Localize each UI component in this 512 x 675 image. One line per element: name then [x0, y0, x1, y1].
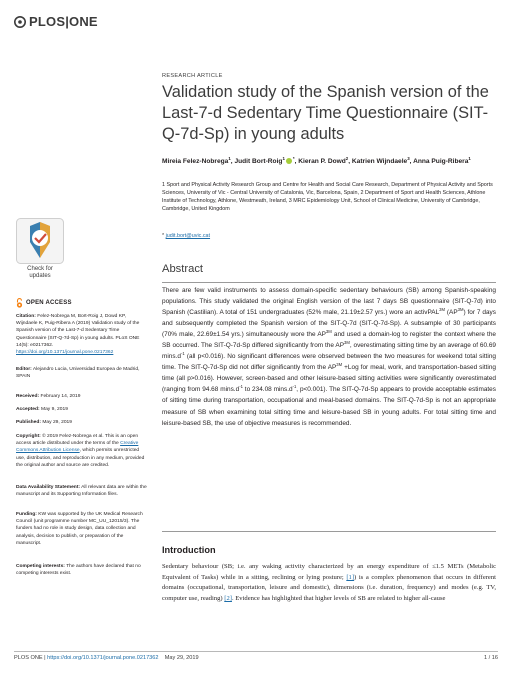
- author-name[interactable]: Judit Bort-Roig: [234, 158, 283, 166]
- introduction-body: [162, 562, 496, 604]
- corresponding-author-mark: *: [292, 156, 295, 161]
- superscript: 3M: [439, 306, 445, 312]
- abstract-bottom-rule: [162, 531, 496, 532]
- open-access-badge: [16, 298, 72, 308]
- footer-doi-link[interactable]: https://doi.org/10.1371/journal.pone.0217362: [47, 655, 159, 661]
- author-list: Mireia Felez-Nobrega$^1$, Judit Bort-Roig$^1$ *, Kieran P. Dowd$^2$, Katrien Wijndaele$^3$, Anna Puig-Ribera$^1$: [162, 156, 471, 166]
- abstract-body: [162, 285, 496, 429]
- corresponding-email: [162, 233, 210, 239]
- text-run: . Evidence has highlighted that higher levels of SB are related to higher all-cause: [231, 594, 446, 602]
- footer-rule: [14, 651, 498, 652]
- article-type: RESEARCH ARTICLE: [162, 73, 223, 79]
- text-run: (AP: [445, 309, 458, 317]
- author-affiliation-mark: 1: [468, 156, 471, 161]
- data-availability-block: Data Availability Statement: All relevant data are within the manuscript and its Supporting Information files.: [16, 485, 147, 498]
- competing-interests-block: Competing interests: The authors have declared that no competing interests exist.: [16, 564, 141, 577]
- footer-journal: PLOS ONE: [14, 655, 43, 661]
- text-run: (all p<0.016). No significant differences were observed between the two measures for weekend total sitting time. The SIT-Q-7d-Sp did not differ significantly from the AP: [162, 353, 496, 372]
- editor-block: Editor: Alejandro Lucia, Universidad Europea de Madrid, SPAIN: [16, 367, 140, 380]
- author-name[interactable]: Mireia Felez-Nobrega: [162, 158, 229, 166]
- text-run: ) for 7 days and subsequently completed the Spanish version of the SIT-Q-7d (SIT-Q-7d-Sp). A subsample of 30 participants (70% male, 22.69±1.54 yrs.) simultaneously wore the AP: [162, 309, 496, 339]
- license-link[interactable]: Creative Commons Attribution License: [16, 441, 139, 454]
- plos-logo-icon: [14, 16, 26, 28]
- text-run: +Log for meal, work, and transportation-based sitting time (all p>0.016). However, screen-based and other leisure-based sitting activities were significantly overestimated (ranging from 94.68 mins.d: [162, 364, 496, 394]
- author-name[interactable]: Kieran P. Dowd: [298, 158, 346, 166]
- affiliations: 1 Sport and Physical Activity Research Group and Centre for Health and Social Care Research, Department of Physical Activity and Sports Sciences, University of Vic - Central University of Catalonia, Vic, Barcelona, Spain, 2 Department of Sport and Health Sciences, Athlone Institute of Technology, Athlone, Westmeath, Ireland, 3 MRC Epidemiology Unit, School of Clinical Medicine, University of Cambridge, Cambridge, United Kingdom: [162, 182, 493, 212]
- text-run: , overestimating sitting time by an average of 60.69 mins.d: [162, 342, 496, 361]
- author-name[interactable]: Anna Puig-Ribera: [413, 158, 469, 166]
- text-run: , p<0.001). The SIT-Q-7d-Sp appears to provide acceptable estimates of sitting time during transportation, occupational and meal-based domains. The SIT-Q-7d-Sp is not an appropriate measure of SB when examining total sitting time and leisure-based SB in young adults. For total sitting time and leisure-based SB, the use of objective measures is recommended.: [162, 386, 496, 427]
- published-date: Published: May 29, 2019: [16, 420, 72, 425]
- page-footer: PLOS ONE | https://doi.org/10.1371/journal.pone.0217362 May 29, 2019: [14, 655, 199, 661]
- superscript: -1: [239, 384, 243, 390]
- footer-date: May 29, 2019: [164, 655, 199, 661]
- author-name[interactable]: Katrien Wijndaele: [351, 158, 408, 166]
- received-date: Received: February 14, 2019: [16, 394, 81, 399]
- check-for-updates-icon[interactable]: [16, 218, 64, 264]
- accepted-date: Accepted: May 9, 2019: [16, 407, 68, 412]
- superscript: 3M: [457, 306, 464, 312]
- email-link[interactable]: judit.bort@uvic.cat: [165, 233, 211, 239]
- text-run: ) is a complex phenomenon that occurs in different domains (occupational, transportation, leisure and domestic), dimensions (i.e. duration, frequency) and modes (e.g. TV, computer use, reading): [162, 573, 496, 602]
- journal-logo-text: PLOS|ONE: [29, 14, 98, 29]
- citation-block: Citation: Felez-Nobrega M, Bort-Roig J, Dowd KP, Wijndaele K, Puig-Ribera A (2019) Validation study of the Spanish version of the Last-7-d Sedentary Time Questionnaire (SIT-Q-7d-Sp) in young adults. PLoS ONE 14(5): e0217362. https://doi.org/10.1371/journal.pone.0217362: [16, 314, 140, 356]
- superscript: -1: [292, 384, 297, 390]
- check-for-updates-label[interactable]: Check for updates: [27, 266, 53, 279]
- article-title: Validation study of the Spanish version of the Last-7-d Sedentary Time Questionnaire (SIT-Q-7d-Sp) in young adults: [162, 83, 489, 143]
- email-marker: *: [162, 233, 166, 239]
- citation-doi-link[interactable]: https://doi.org/10.1371/journal.pone.0217362: [16, 350, 114, 356]
- superscript: -1: [180, 351, 185, 357]
- text-run: to 234.08 mins.d: [242, 386, 293, 394]
- text-run: There are few valid instruments to assess domain-specific sedentary behaviours (SB) among Spanish-speaking populations. This study validated the original English version of the last 7 days SB questionnaire (SIT-Q-7d) into Spanish (Castilian). A total of 151 undergraduates (52% male, 21.19±2.57 yrs.) wore an activPAL: [162, 287, 496, 317]
- funding-block: Funding: KW was supported by the UK Medical Research Council (unit programme number MC_UU_12015/3). The funders had no role in study design, data collection and analysis, decision to publish, or preparation of the manuscript.: [16, 512, 143, 546]
- open-lock-icon: [16, 298, 23, 308]
- superscript: 3M: [325, 329, 332, 335]
- author-affiliation-mark: 3: [407, 156, 410, 161]
- author-affiliation-mark: 2: [345, 156, 349, 161]
- open-access-label: OPEN ACCESS: [26, 300, 72, 306]
- citation-link[interactable]: [2]: [224, 594, 232, 602]
- orcid-icon[interactable]: [286, 158, 292, 164]
- superscript: 3M: [344, 340, 350, 346]
- superscript: 3M: [336, 362, 343, 368]
- abstract-top-rule: [162, 282, 496, 283]
- text-run: Sedentary behaviour (SB; i.e. any waking activity characterized by an energy expenditure of ≤1.5 METs (Metabolic Equivalent of Tasks) while in a sitting, reclining or lying posture;: [162, 563, 496, 581]
- author-affiliation-mark: 1: [282, 156, 285, 161]
- author-affiliation-mark: 1: [228, 156, 231, 161]
- text-run: and used a domain-log to register the context where the SB occurred. The SIT-Q-7d-Sp differed significantly from the AP: [162, 331, 496, 350]
- journal-logo[interactable]: [14, 14, 98, 29]
- copyright-block: Copyright: © 2019 Felez-Nobrega et al. This is an open access article distributed under the terms of the Creative Commons Attribution License, which permits unrestricted use, distribution, and reproduction in any medium, provided the original author and source are credited.: [16, 434, 145, 468]
- abstract-heading: Abstract: [162, 263, 204, 275]
- page-number: 1 / 16: [484, 655, 498, 661]
- introduction-heading: Introduction: [162, 545, 216, 555]
- citation-link[interactable]: [1]: [346, 573, 355, 581]
